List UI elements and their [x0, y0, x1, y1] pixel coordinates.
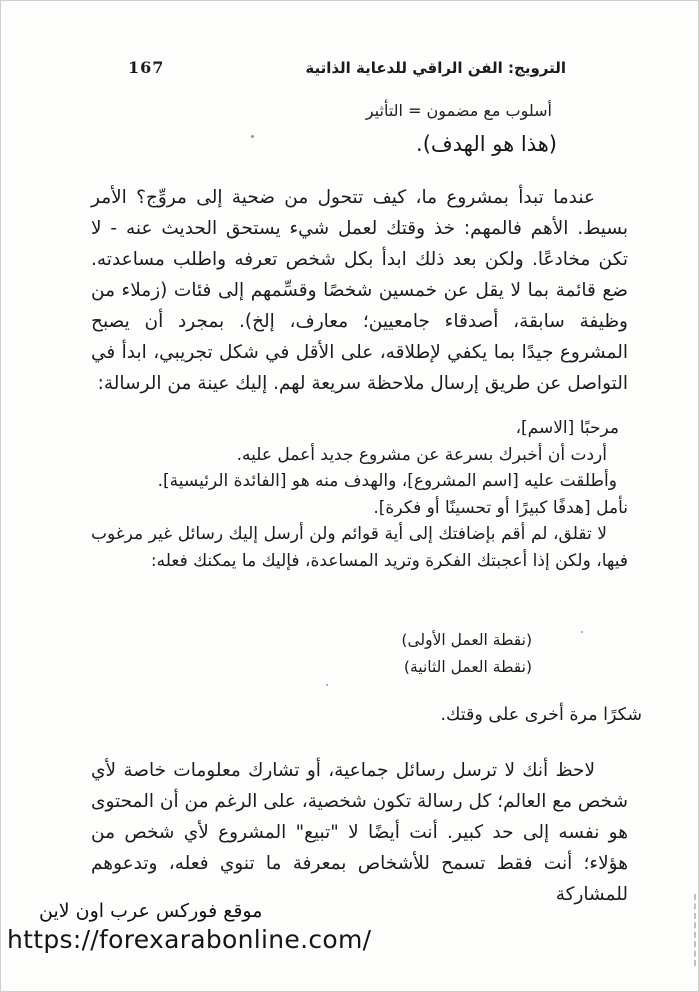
- running-head-book-title: الترويج: الفن الراقي للدعاية الذاتية: [305, 59, 566, 77]
- watermark-site-name: موقع فوركس عرب اون لاين: [39, 900, 263, 922]
- letter-greeting: مرحبًا [الاسم]،: [515, 418, 619, 438]
- letter-closing: شكرًا مرة أخرى على وقتك.: [440, 705, 642, 725]
- sample-letter-block: [91, 415, 628, 574]
- letter-note-paragraph: لا تقلق، لم أقم بإضافتك إلى أية قوائم ولن أرسل إليك رسائل غير مرغوب فيها، ولكن إذا أعجبتك الفكرة وتريد المساعدة، فإليك ما يمكنك فعله:: [91, 524, 628, 571]
- intro-paragraph: عندما تبدأ بمشروع ما، كيف تتحول من ضحية إلى مروِّج؟ الأمر بسيط. الأهم فالمهم: خذ وقتك لعمل شيء يستحق الحديث عنه - لا تكن مخادعًا. ولكن بعد ذلك ابدأ بكل شخص تعرفه واطلب مساعدته. ضع قائمة بما لا يقل عن خمسين شخصًا وقسِّمهم إلى فئات (زملاء من وظيفة سابقة، أصدقاء جامعيين؛ معارف، إلخ). بمجرد أن يصبح المشروع جيدًا بما يكفي لإطلاقه، على الأقل في شكل تجريبي، ابدأ في التواصل عن طريق إرسال ملاحظة سريعة لهم. إليك عينة من الرسالة:: [91, 187, 628, 394]
- letter-line-1: أردت أن أخبرك بسرعة عن مشروع جديد أعمل عليه.: [236, 444, 607, 465]
- letter-line-2: وأطلقت عليه [اسم المشروع]، والهدف منه هو [الفائدة الرئيسية].: [157, 471, 617, 491]
- action-points-block: [401, 627, 532, 681]
- handwritten-formula-note: أسلوب مع مضمون = التأثير: [365, 101, 552, 120]
- letter-line-3: نأمل [هدفًا كبيرًا أو تحسينًا أو فكرة].: [373, 497, 628, 518]
- scan-speck: [581, 631, 583, 633]
- action-point-1: (نقطة العمل الأولى): [401, 631, 532, 649]
- goal-note: (هذا هو الهدف).: [416, 132, 557, 156]
- scan-speck: [251, 135, 254, 138]
- watermark-site-url: https://forexarabonline.com/: [7, 925, 372, 954]
- note-paragraph: لاحظ أنك لا ترسل رسائل جماعية، أو تشارك معلومات خاصة لأي شخص مع العالم؛ كل رسالة تكون شخصية، على الرغم من أن المحتوى هو نفسه إلى حد كبير. أنت أيضًا لا "تبيع" المشروع لأي شخص من هؤلاء؛ أنت فقط تسمح للأشخاص بمعرفة ما تنوي فعله، وتدعوهم للمشاركة: [91, 760, 628, 905]
- scan-edge-artifact: [694, 894, 696, 966]
- action-point-2: (نقطة العمل الثانية): [403, 658, 532, 676]
- scan-speck: [326, 684, 328, 686]
- page-number: 167: [128, 58, 165, 77]
